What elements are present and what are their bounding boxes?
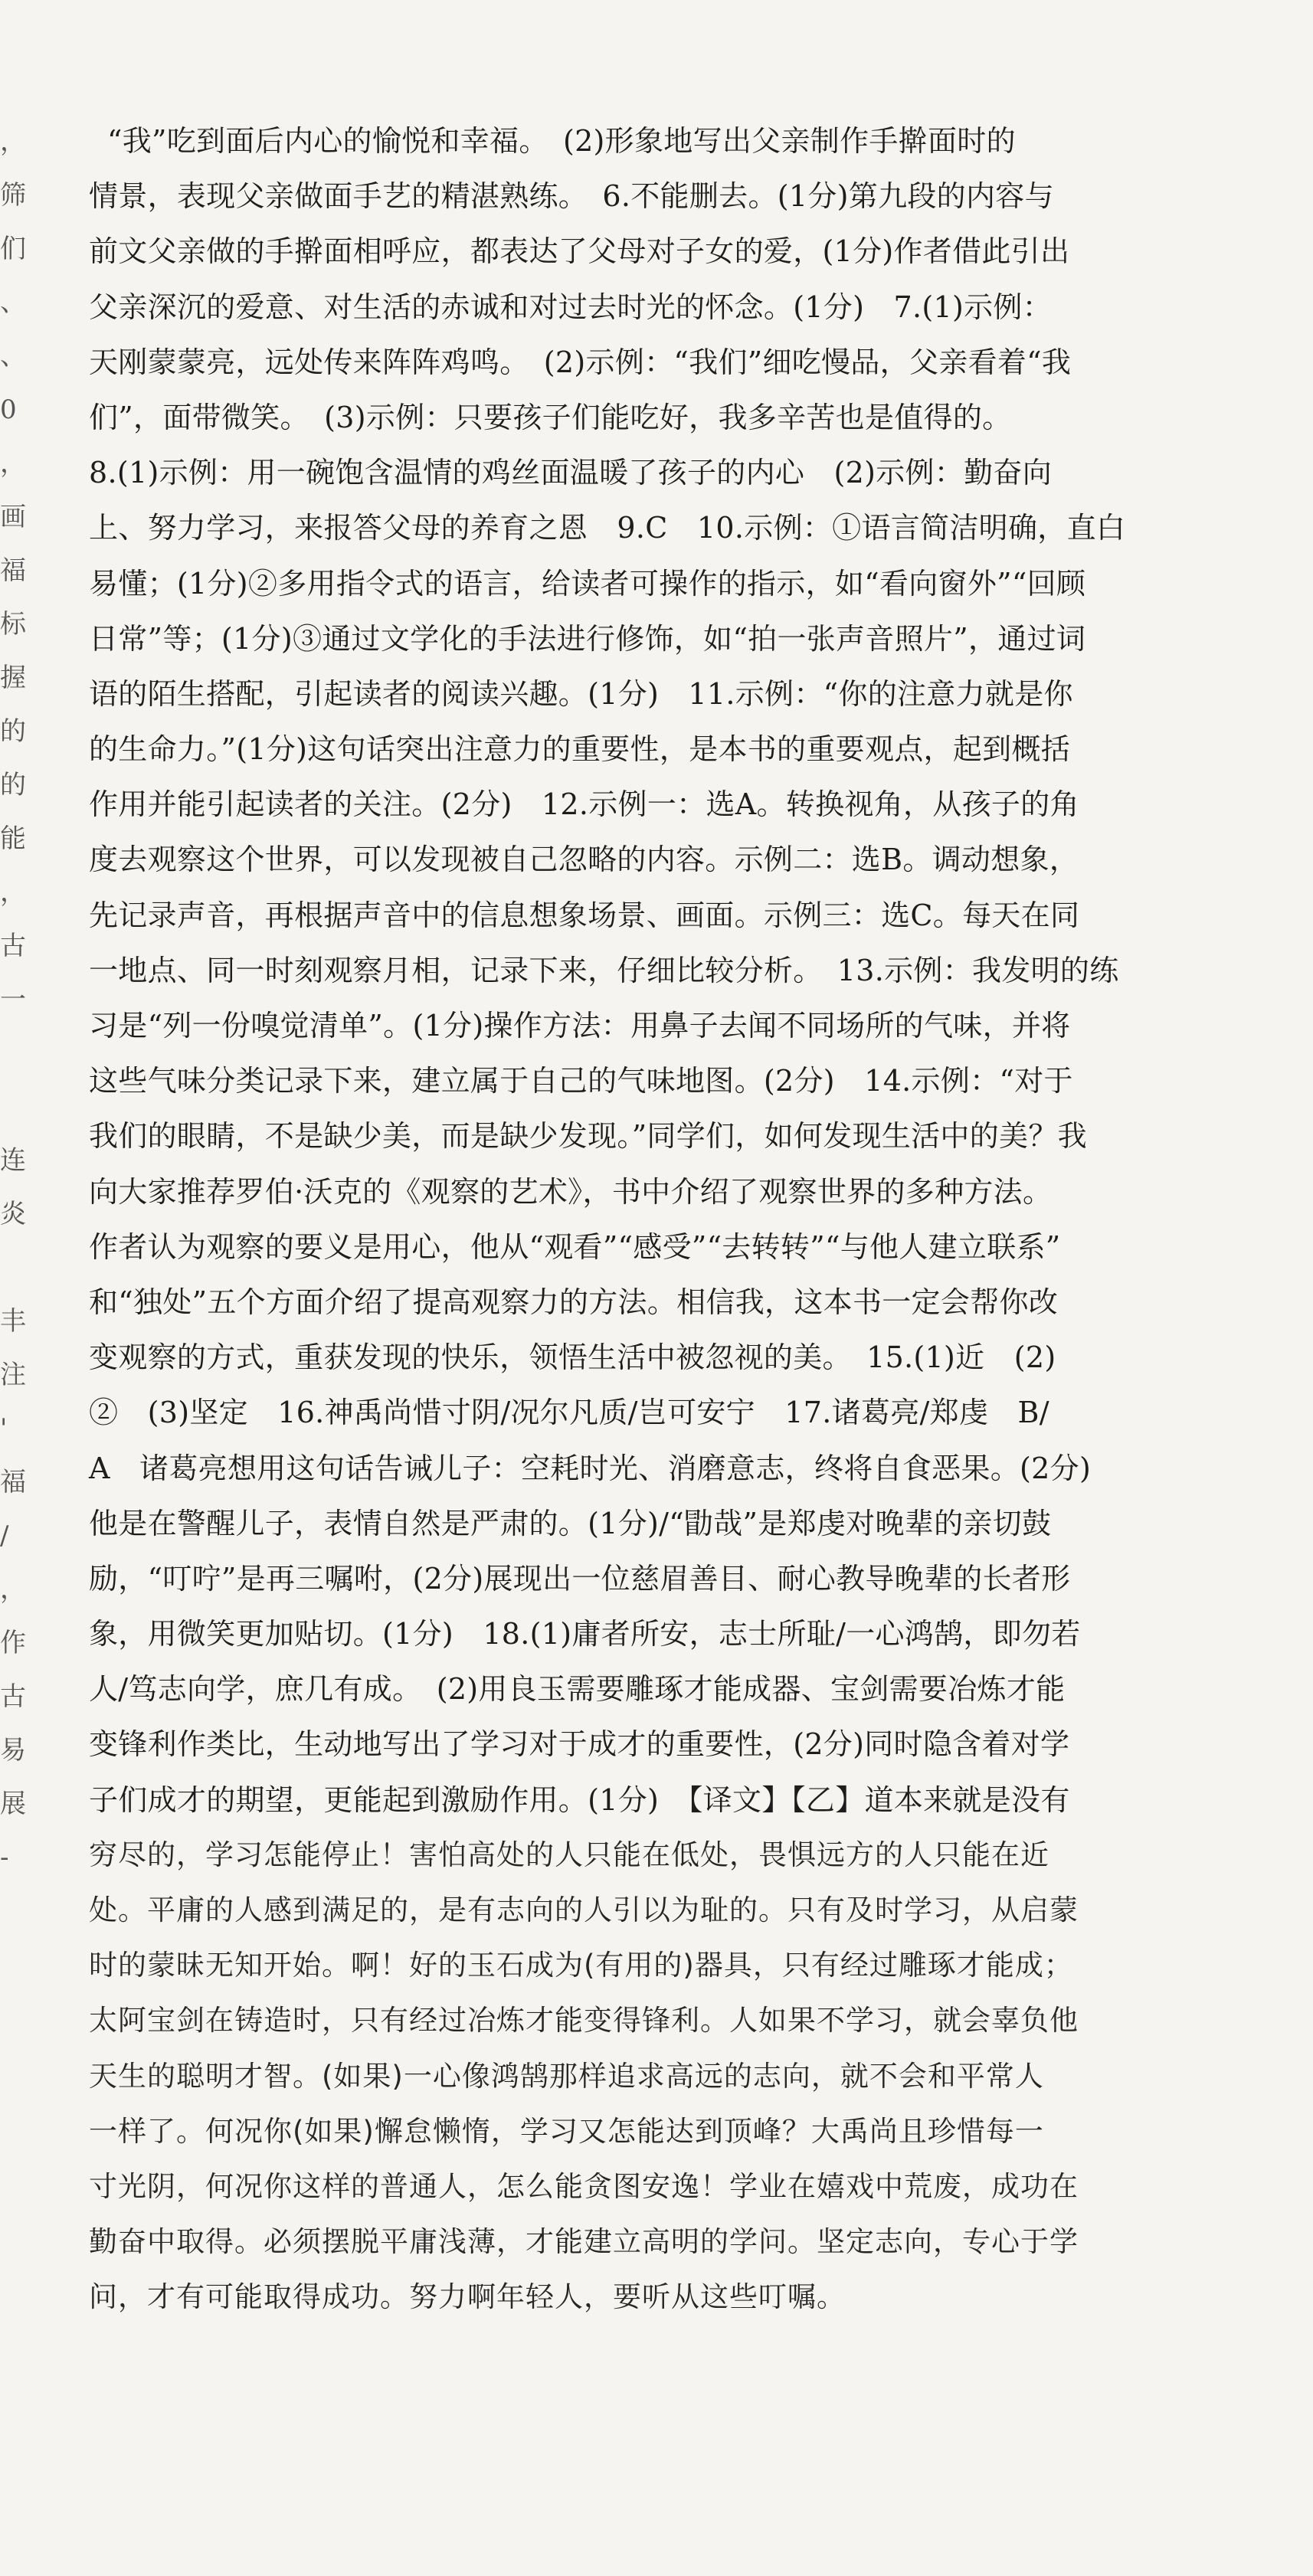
bleed-glyph: ， — [0, 448, 26, 479]
translation-line: 穷尽的，学习怎能停止！害怕高处的人只能在低处，畏惧远方的人只能在近 — [89, 1838, 1049, 1871]
answer-line: 的生命力。”(1分)这句话突出注意力的重要性，是本书的重要观点，起到概括 — [89, 732, 1071, 767]
answer-line: 易懂；(1分)②多用指令式的语言，给读者可操作的指示，如“看向窗外”“回顾 — [89, 566, 1086, 601]
bleed-glyph: 能 — [0, 823, 26, 854]
answer-line: A 诸葛亮想用这句话告诫儿子：空耗时光、消磨意志，终将自食恶果。(2分) — [89, 1451, 1092, 1485]
translation-line: 寸光阴，何况你这样的普通人，怎么能贪图安逸！学业在嬉戏中荒废，成功在 — [89, 2169, 1079, 2203]
bleed-glyph: 一 — [0, 984, 26, 1015]
adjacent-page-bleed-edge — [0, 115, 26, 2382]
answer-line: 他是在警醒儿子，表情自然是严肃的。(1分)/“勖哉”是郑虔对晚辈的亲切鼓 — [89, 1506, 1052, 1540]
answer-line: 天刚蒙蒙亮，远处传来阵阵鸡鸣。 (2)示例：“我们”细吃慢品，父亲看着“我 — [89, 345, 1072, 379]
answer-line: 情景，表现父亲做面手艺的精湛熟练。 6.不能删去。(1分)第九段的内容与 — [89, 179, 1054, 214]
answer-line: “我”吃到面后内心的愉悦和幸福。 (2)形象地写出父亲制作手擀面时的 — [107, 124, 1016, 158]
bleed-glyph: 们 — [0, 234, 26, 264]
bleed-glyph: 标 — [0, 609, 26, 640]
bleed-glyph — [0, 1241, 23, 1295]
translation-line: 时的蒙昧无知开始。啊！好的玉石成为(有用的)器具，只有经过雕琢才能成； — [89, 1949, 1073, 1982]
bleed-glyph: 易 — [0, 1735, 26, 1766]
answer-line: 们”，面带微笑。 (3)示例：只要孩子们能吃好，我多辛苦也是值得的。 — [89, 400, 1012, 434]
bleed-glyph: - — [0, 1842, 9, 1873]
answer-line: 子们成才的期望，更能起到激励作用。(1分) 【译文】【乙】道本来就是没有 — [89, 1782, 1070, 1817]
answer-line: 人/笃志向学，庶几有成。 (2)用良玉需要雕琢才能成器、宝剑需要冶炼才能 — [89, 1672, 1066, 1707]
bleed-glyph: 作 — [0, 1628, 26, 1658]
bleed-glyph: 福 — [0, 555, 26, 586]
bleed-glyph: 画 — [0, 502, 26, 532]
bleed-glyph — [0, 1080, 23, 1134]
bleed-glyph: 古 — [0, 931, 26, 961]
bleed-glyph: ， — [0, 877, 26, 908]
bleed-glyph: 握 — [0, 663, 26, 693]
answer-line: 和“独处”五个方面介绍了提高观察力的方法。相信我，这本书一定会帮你改 — [89, 1285, 1059, 1319]
translation-line: 处。平庸的人感到满足的，是有志向的人引以为耻的。只有及时学习，从启蒙 — [89, 1894, 1079, 1926]
answer-line: 这些气味分类记录下来，建立属于自己的气味地图。(2分) 14.示例：“对于 — [89, 1064, 1073, 1098]
answer-line: 前文父亲做的手擀面相呼应，都表达了父母对子女的爱，(1分)作者借此引出 — [89, 234, 1070, 269]
answer-line: 变锋利作类比，生动地写出了学习对于成才的重要性，(2分)同时隐含着对学 — [89, 1727, 1070, 1762]
answer-line: 度去观察这个世界，可以发现被自己忽略的内容。示例二：选B。调动想象， — [89, 843, 1079, 877]
answer-line: 先记录声音，再根据声音中的信息想象场景、画面。示例三：选C。每天在同 — [89, 898, 1080, 932]
answer-line: 作者认为观察的要义是用心，他从“观看”“感受”“去转转”“与他人建立联系” — [89, 1229, 1061, 1264]
bleed-glyph: 古 — [0, 1681, 26, 1712]
answer-line: 习是“列一份嗅觉清单”。(1分)操作方法：用鼻子去闻不同场所的气味，并将 — [89, 1009, 1071, 1043]
answer-line: 一地点、同一时刻观察月相，记录下来，仔细比较分析。 13.示例：我发明的练 — [89, 953, 1119, 987]
translation-line: 问，才有可能取得成功。努力啊年轻人，要听从这些叮嘱。 — [89, 2280, 846, 2314]
translation-line: 一样了。何况你(如果)懈怠懒惰，学习又怎能达到顶峰？大禹尚且珍惜每一 — [89, 2114, 1044, 2148]
answer-line: 日常”等；(1分)③通过文学化的手法进行修饰，如“拍一张声音照片”，通过词 — [89, 621, 1086, 656]
bleed-glyph: 注 — [0, 1360, 26, 1390]
answer-key-text — [89, 113, 1137, 2326]
bleed-glyph: 、 — [0, 341, 26, 372]
bleed-glyph: ' — [0, 1413, 8, 1444]
bleed-glyph: 筛 — [0, 180, 26, 211]
translation-line: 太阿宝剑在铸造时，只有经过冶炼才能变得锋利。人如果不学习，就会辜负他 — [89, 2004, 1079, 2038]
answer-line: 变观察的方式，重获发现的快乐，领悟生活中被忽视的美。 15.(1)近 (2) — [89, 1340, 1056, 1375]
bleed-glyph: 福 — [0, 1467, 26, 1497]
answer-line: 父亲深沉的爱意、对生活的赤诚和对过去时光的怀念。(1分) 7.(1)示例： — [89, 290, 1053, 324]
translation-line: 勤奋中取得。必须摆脱平庸浅薄，才能建立高明的学问。坚定志向，专心于学 — [89, 2225, 1079, 2259]
bleed-glyph: 连 — [0, 1145, 26, 1176]
answer-line: 8.(1)示例：用一碗饱含温情的鸡丝面温暖了孩子的内心 (2)示例：勤奋向 — [89, 456, 1053, 490]
bleed-glyph: ， — [0, 1574, 26, 1605]
bleed-glyph: ， — [0, 126, 26, 157]
bleed-glyph: 0 — [0, 394, 17, 425]
answer-line: 我们的眼睛，不是缺少美，而是缺少发现。”同学们，如何发现生活中的美？我 — [89, 1119, 1087, 1154]
answer-line: 励，“叮咛”是再三嘱咐，(2分)展现出一位慈眉善目、耐心教导晚辈的长者形 — [89, 1561, 1071, 1596]
answer-line: 象，用微笑更加贴切。(1分) 18.(1)庸者所安，志士所耻/一心鸿鹄，即勿若 — [89, 1617, 1081, 1651]
answer-line: 语的陌生搭配，引起读者的阅读兴趣。(1分) 11.示例：“你的注意力就是你 — [89, 676, 1073, 711]
bleed-glyph: / — [0, 1520, 9, 1551]
bleed-glyph: 展 — [0, 1789, 26, 1819]
bleed-glyph: 的 — [0, 770, 26, 800]
answer-line: 上、努力学习，来报答父母的养育之恩 9.C 10.示例：①语言简洁明确，直白 — [89, 511, 1126, 545]
bleed-glyph: 丰 — [0, 1306, 26, 1337]
bleed-glyph — [0, 1026, 23, 1080]
answer-line: 作用并能引起读者的关注。(2分) 12.示例一：选A。转换视角，从孩子的角 — [89, 787, 1079, 822]
translation-line: 天生的聪明才智。(如果)一心像鸿鹄那样追求高远的志向，就不会和平常人 — [89, 2059, 1044, 2093]
answer-line: ② (3)坚定 16.神禹尚惜寸阴/况尔凡质/岂可安宁 17.诸葛亮/郑虔 B/ — [89, 1396, 1049, 1430]
answer-line: 向大家推荐罗伯·沃克的《观察的艺术》，书中介绍了观察世界的多种方法。 — [89, 1174, 1053, 1209]
bleed-glyph: 炎 — [0, 1199, 26, 1229]
bleed-glyph: 、 — [0, 287, 26, 318]
bleed-glyph: 的 — [0, 716, 26, 747]
